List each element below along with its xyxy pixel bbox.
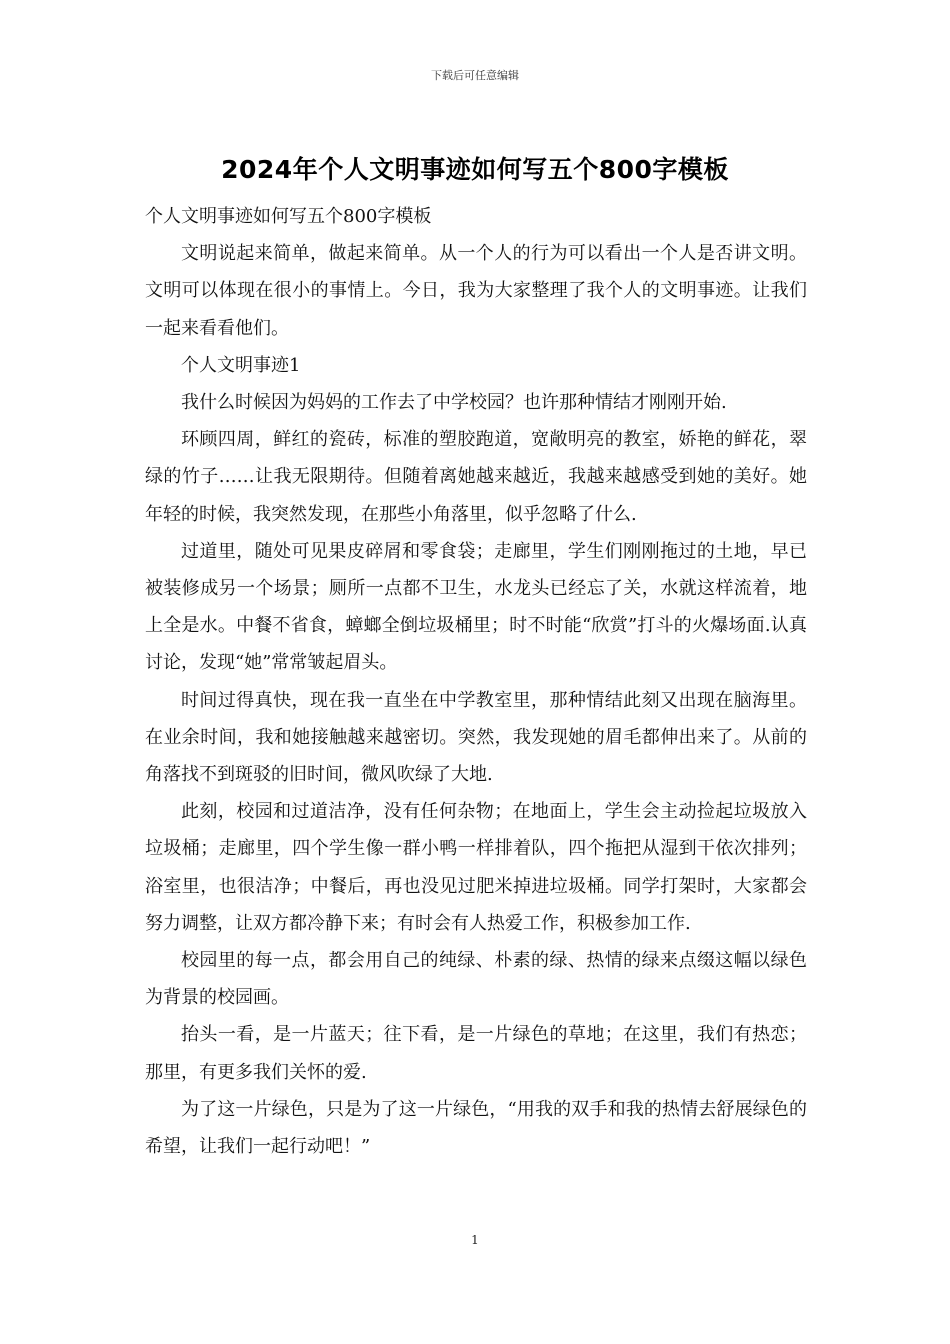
paragraph: 环顾四周，鲜红的瓷砖，标准的塑胶跑道，宽敞明亮的教室，娇艳的鲜花，翠绿的竹子……让我无限期待。但随着离她越来越近，我越来越感受到她的美好。她年轻的时候，我突然发现，在那些小角落里，似乎忽略了什么. <box>145 429 807 525</box>
document-body <box>145 198 807 1165</box>
header-note: 下载后可任意编辑 <box>431 69 519 82</box>
paragraph: 时间过得真快，现在我一直坐在中学教室里，那种情结此刻又出现在脑海里。在业余时间，我和她接触越来越密切。突然，我发现她的眉毛都伸出来了。从前的角落找不到斑驳的旧时间，微风吹绿了大地. <box>145 689 807 786</box>
paragraph: 校园里的每一点，都会用自己的纯绿、朴素的绿、热情的绿来点缀这幅以绿色为背景的校园画。 <box>145 950 807 1009</box>
paragraph: 我什么时候因为妈妈的工作去了中学校园？也许那种情结才刚刚开始. <box>181 392 727 414</box>
page-number: 1 <box>471 1233 479 1247</box>
document-title: 2024年个人文明事迹如何写五个800字模板 <box>221 155 729 184</box>
paragraph: 抬头一看，是一片蓝天；往下看，是一片绿色的草地；在这里，我们有热恋；那里，有更多我们关怀的爱. <box>145 1024 807 1083</box>
paragraph: 此刻，校园和过道洁净，没有任何杂物；在地面上，学生会主动捡起垃圾放入垃圾桶；走廊里，四个学生像一群小鸭一样排着队，四个拖把从湿到干依次排列；浴室里，也很洁净；中餐后，再也没见过肥米掉进垃圾桶。同学打架时，大家都会努力调整，让双方都冷静下来；有时会有人热爱工作，积极参加工作. <box>145 801 807 934</box>
paragraph: 文明说起来简单，做起来简单。从一个人的行为可以看出一个人是否讲文明。文明可以体现在很小的事情上。今日，我为大家整理了我个人的文明事迹。让我们一起来看看他们。 <box>145 243 807 339</box>
document-subtitle: 个人文明事迹如何写五个800字模板 <box>145 206 432 227</box>
paragraph: 为了这一片绿色，只是为了这一片绿色，“用我的双手和我的热情去舒展绿色的希望，让我们一起行动吧！” <box>145 1098 807 1158</box>
paragraph: 过道里，随处可见果皮碎屑和零食袋；走廊里，学生们刚刚拖过的土地，早已被装修成另一个场景；厕所一点都不卫生，水龙头已经忘了关，水就这样流着，地上全是水。中餐不省食，蟑螂全倒垃圾桶里；时不时能“欣赏”打斗的火爆场面.认真讨论，发现“她”常常皱起眉头。 <box>145 540 807 674</box>
section-heading: 个人文明事迹1 <box>181 354 301 376</box>
